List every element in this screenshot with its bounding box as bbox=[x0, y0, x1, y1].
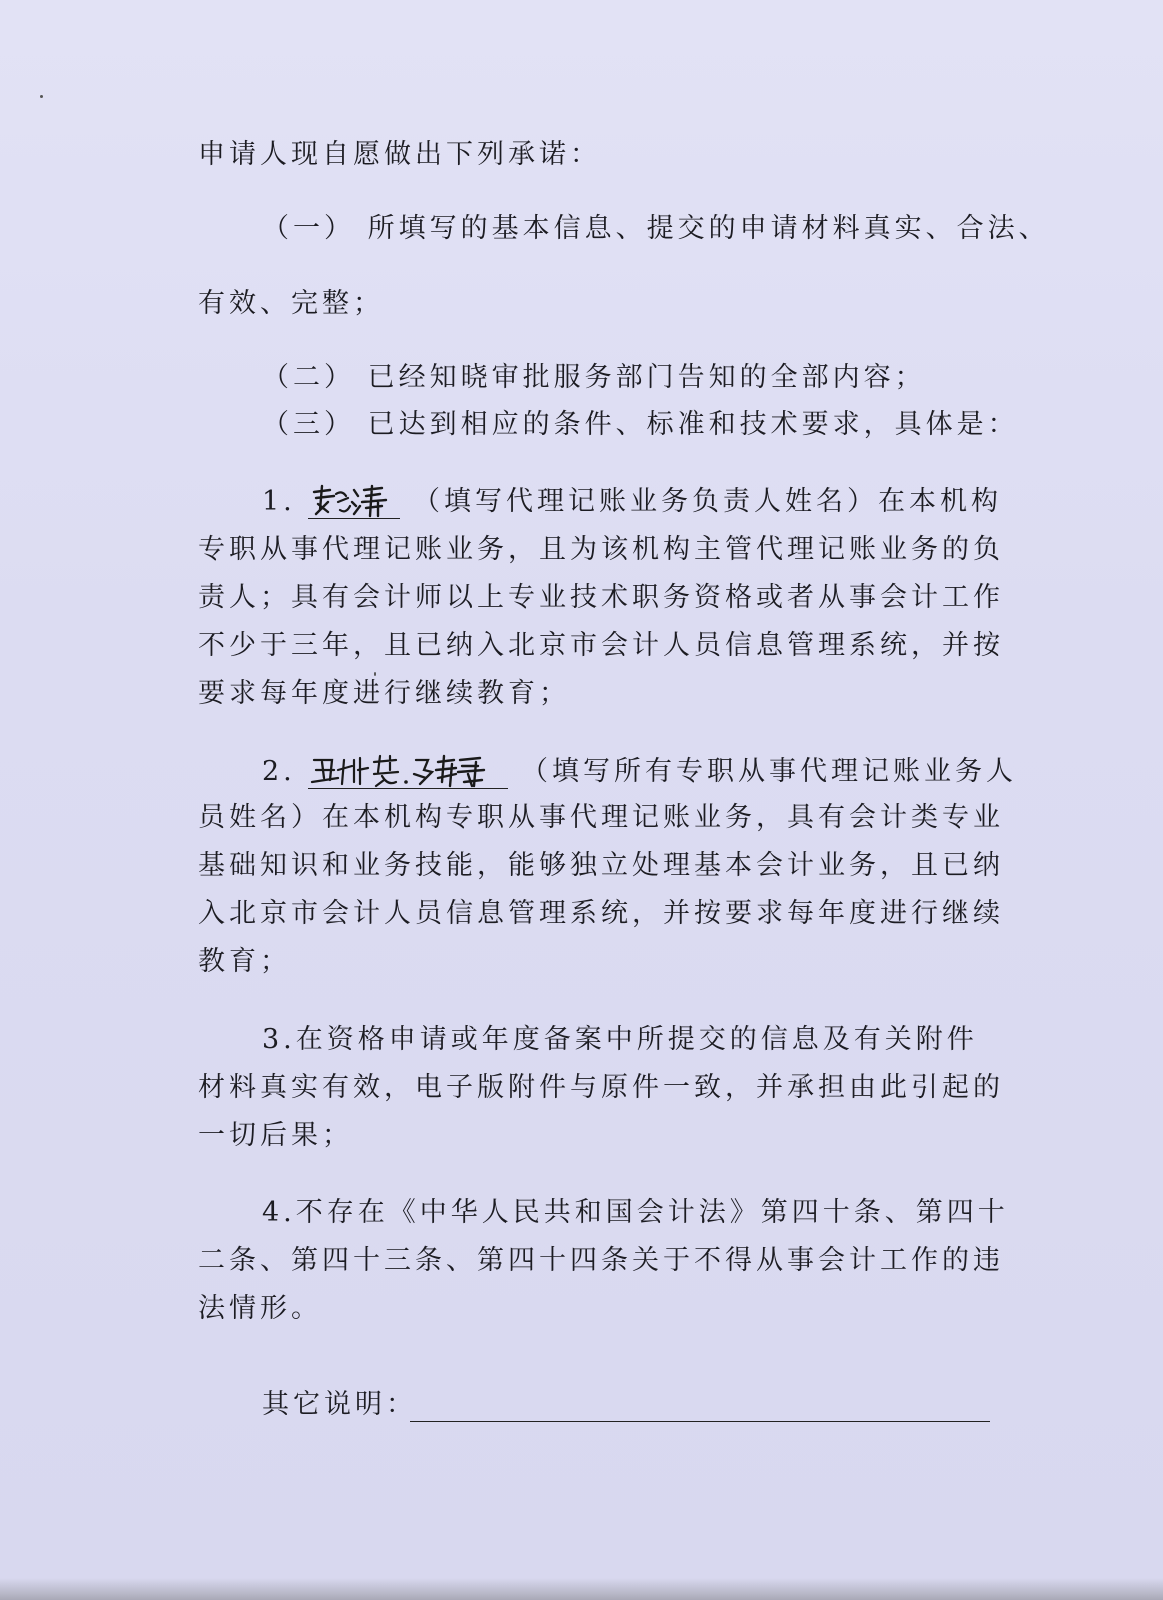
para-1-text: （填写代理记账业务负责人姓名）在本机构 bbox=[412, 486, 1002, 517]
para-2-line-5: 教育； bbox=[198, 946, 291, 977]
para-2-line-2: 员姓名）在本机构专职从事代理记账业务，具有会计类专业 bbox=[198, 802, 1004, 833]
para-1-line-4: 不少于三年，且已纳入北京市会计人员信息管理系统，并按 bbox=[198, 630, 1004, 661]
para-3-line-2: 材料真实有效，电子版附件与原件一致，并承担由此引起的 bbox=[198, 1072, 1004, 1103]
para-3-line-3: 一切后果； bbox=[198, 1120, 353, 1151]
para-4-line-3: 法情形。 bbox=[198, 1293, 322, 1324]
item-2: （二） 已经知晓审批服务部门告知的全部内容； bbox=[262, 362, 926, 393]
para-3-line-1: 3.在资格申请或年度备案中所提交的信息及有关附件 bbox=[262, 1024, 978, 1055]
para-2-text: （填写所有专职从事代理记账业务人 bbox=[520, 756, 1017, 787]
scan-speck bbox=[40, 95, 43, 98]
para-2-number: 2. bbox=[262, 756, 296, 787]
scan-speck bbox=[374, 672, 376, 676]
handwritten-signature bbox=[308, 752, 508, 792]
signature-field bbox=[308, 758, 508, 789]
other-remarks-label: 其它说明： bbox=[262, 1389, 417, 1420]
item-1-line-2: 有效、完整； bbox=[198, 288, 384, 319]
para-1-line-5: 要求每年度进行继续教育； bbox=[198, 678, 570, 709]
para-4-line-1: 4.不存在《中华人民共和国会计法》第四十条、第四十 bbox=[262, 1197, 1009, 1228]
signature-field bbox=[308, 488, 400, 519]
para-2-line-4: 入北京市会计人员信息管理系统，并按要求每年度进行继续 bbox=[198, 898, 1004, 929]
para-1-line-2: 专职从事代理记账业务，且为该机构主管代理记账业务的负 bbox=[198, 534, 1004, 565]
para-1-number: 1. bbox=[262, 486, 296, 517]
intro-text: 申请人现自愿做出下列承诺： bbox=[198, 139, 601, 170]
para-1-line-3: 责人；具有会计师以上专业技术职务资格或者从事会计工作 bbox=[198, 582, 1004, 613]
para-1-line-1 bbox=[262, 485, 1052, 519]
other-remarks-blank bbox=[410, 1421, 990, 1422]
item-3: （三） 已达到相应的条件、标准和技术要求，具体是： bbox=[262, 409, 1019, 440]
para-2-line-3: 基础知识和业务技能，能够独立处理基本会计业务，且已纳 bbox=[198, 850, 1004, 881]
item-1-line-1: （一） 所填写的基本信息、提交的申请材料真实、合法、 bbox=[262, 213, 1050, 244]
para-2-line-1 bbox=[262, 755, 1052, 789]
para-4-line-2: 二条、第四十三条、第四十四条关于不得从事会计工作的违 bbox=[198, 1245, 1004, 1276]
scan-bottom-edge bbox=[0, 1578, 1163, 1600]
handwritten-signature bbox=[308, 482, 400, 522]
